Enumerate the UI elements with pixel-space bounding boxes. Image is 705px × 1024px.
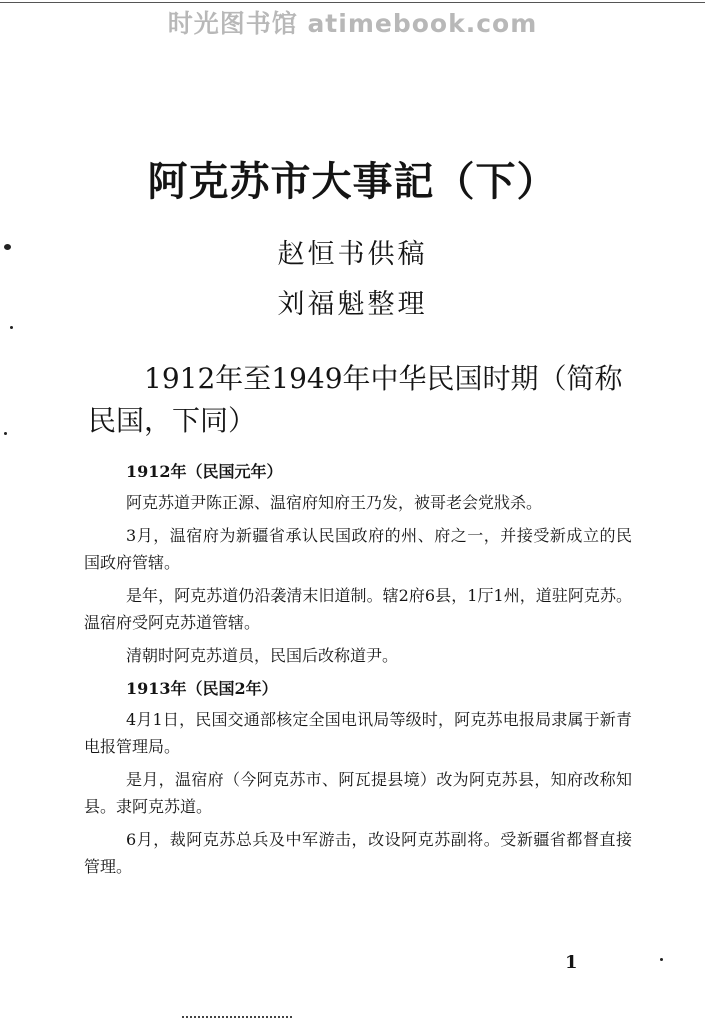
year-entry-1913: [84, 675, 632, 880]
section-heading: 1912年至1949年中华民国时期（简称民国，下同）: [88, 362, 623, 437]
scan-speck: [660, 958, 663, 961]
year-heading: 1912年（民国元年）: [126, 462, 283, 481]
scan-footer-mark: [182, 1016, 292, 1021]
page-number: 1: [565, 952, 578, 973]
watermark: 时光图书馆 atimebook.com: [167, 9, 538, 38]
scan-speck: [4, 432, 7, 435]
scan-speck: [10, 326, 13, 329]
year-heading: 1913年（民国2年）: [126, 679, 278, 698]
paragraph: 是年，阿克苏道仍沿袭清末旧道制。辖2府6县，1厅1州，道驻阿克苏。温宿府受阿克苏道管辖。: [84, 586, 632, 632]
top-border-line: [0, 2, 705, 3]
paragraph: 3月，温宿府为新疆省承认民国政府的州、府之一，并接受新成立的民国政府管辖。: [84, 526, 632, 572]
article-body: [84, 458, 632, 886]
scan-speck: [4, 244, 11, 250]
author-editor: 刘福魁整理: [277, 289, 428, 320]
paragraph: 清朝时阿克苏道员，民国后改称道尹。: [126, 646, 399, 665]
paragraph: 4月1日，民国交通部核定全国电讯局等级时，阿克苏电报局隶属于新青电报管理局。: [84, 710, 632, 756]
year-entry-1912: [84, 458, 632, 669]
paragraph: 6月，裁阿克苏总兵及中军游击，改设阿克苏副将。受新疆省都督直接管理。: [84, 830, 632, 876]
article-title: 阿克苏市大事記（下）: [147, 158, 558, 205]
paragraph: 阿克苏道尹陈正源、温宿府知府王乃发，被哥老会党戕杀。: [126, 493, 543, 512]
author-contributor: 赵恒书供稿: [277, 239, 428, 270]
paragraph: 是月，温宿府（今阿克苏市、阿瓦提县境）改为阿克苏县，知府改称知县。隶阿克苏道。: [84, 770, 632, 816]
